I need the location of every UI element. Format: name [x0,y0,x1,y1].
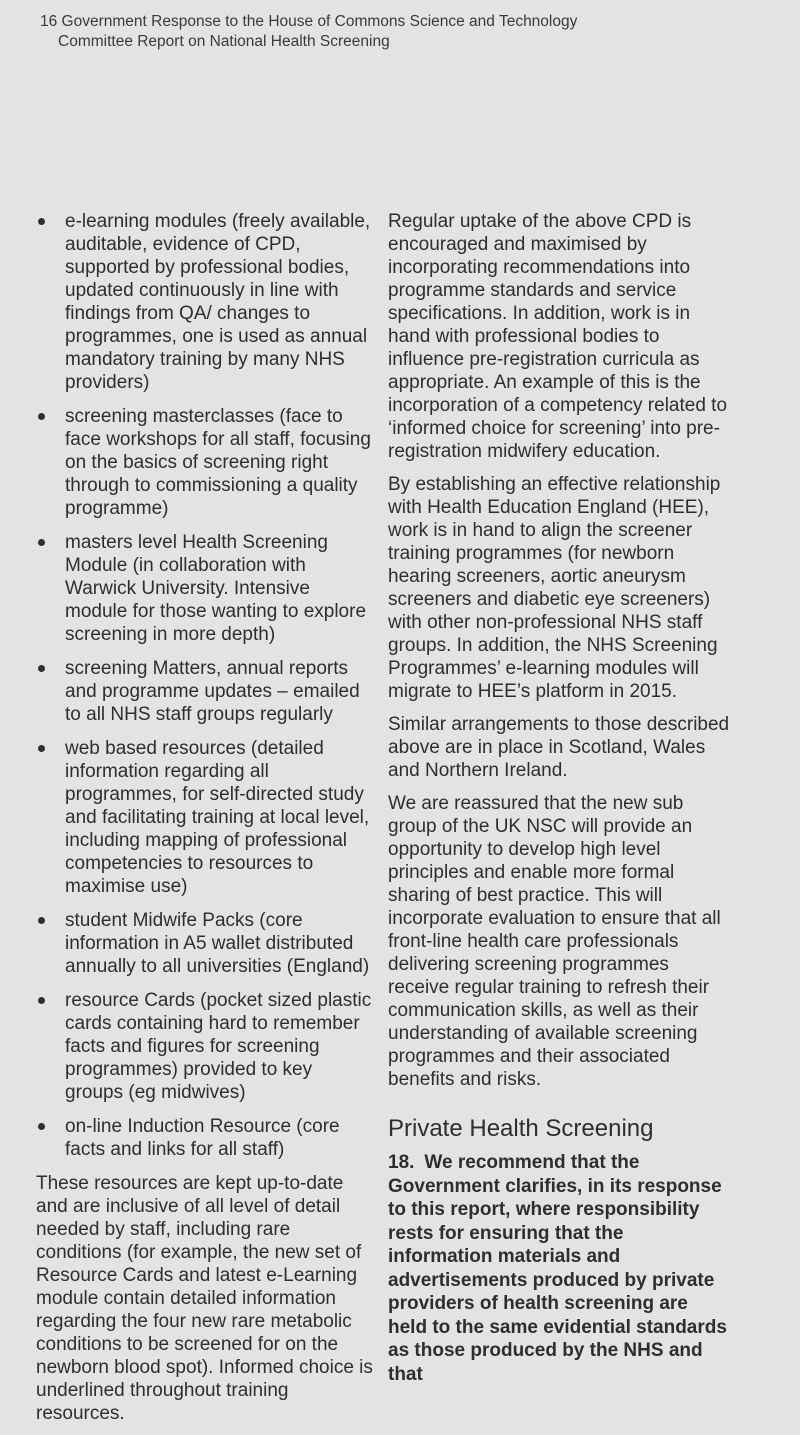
bullet-icon [38,665,45,672]
header-line-2: Committee Report on National Health Screening [58,33,390,50]
list-item: on-line Induction Resource (core facts and links for all staff) [36,1115,374,1161]
list-item: e-learning modules (freely available, auditable, evidence of CPD, supported by professional bodies, updated continuously in line with findings from QA/ changes to programmes, one is used as annual mandatory training by many NHS providers) [36,210,374,394]
bullet-icon [38,539,45,546]
list-item: screening Matters, annual reports and programme updates – emailed to all NHS staff groups regularly [36,657,374,726]
paragraph-similar-arrangements: Similar arrangements to those described above are in place in Scotland, Wales and Northern Ireland. [388,714,730,781]
bullet-icon [38,997,45,1004]
list-item: resource Cards (pocket sized plastic cards containing hard to remember facts and figures for screening programmes) provided to key groups (eg midwives) [36,989,374,1104]
list-item: screening masterclasses (face to face workshops for all staff, focusing on the basics of screening right through to commissioning a quality programme) [36,405,374,520]
paragraph-sub-group: We are reassured that the new sub group of the UK NSC will provide an opportunity to develop high level principles and enable more formal sharing of best practice. This will incorporate evaluation to ensure that all front-line health care professionals delivering screening programmes receive regular training to refresh their communication skills, as well as their understanding of available screening programmes and their associated benefits and risks. [388,793,721,1090]
section-heading: Private Health Screening [388,1115,654,1142]
list-item: student Midwife Packs (core information in A5 wallet distributed annually to all universities (England) [36,909,374,978]
recommendation-18 [388,1151,730,1386]
left-column [36,210,374,1435]
bullet-icon [38,413,45,420]
paragraph-cpd-uptake: Regular uptake of the above CPD is encouraged and maximised by incorporating recommendations into programme standards and service specifications. In addition, work is in hand with professional bodies to influence pre-registration curricula as appropriate. An example of this is the incorporation of a competency related to ‘informed choice for screening’ into pre-registration midwifery education. [388,211,728,462]
closing-paragraph: These resources are kept up-to-date and are inclusive of all level of detail needed by staff, including rare conditions (for example, the new set of Resource Cards and latest e-Learning module contain detailed information regarding the four new rare metabolic conditions to be screened for on the newborn blood spot). Informed choice is underlined throughout training resources. [36,1173,373,1424]
bullet-icon [38,917,45,924]
list-item: masters level Health Screening Module (in collaboration with Warwick University. Intensive module for those wanting to explore screening in more depth) [36,531,374,646]
running-header [40,12,780,52]
right-column [388,210,730,1396]
bullet-icon [38,1123,45,1130]
bullet-icon [38,218,45,225]
header-line-1: 16 Government Response to the House of Commons Science and Technology [40,13,578,30]
list-item: web based resources (detailed information regarding all programmes, for self-directed study and facilitating training at local level, including mapping of professional competencies to resources to maximise use) [36,737,374,898]
recommendation-text: We recommend that the Government clarifies, in its response to this report, where responsibility rests for ensuring that the information materials and advertisements produced by private providers of health screening are held to the same evidential standards as those produced by the NHS and that [388,1152,727,1385]
bullet-icon [38,745,45,752]
recommendation-number: 18. [388,1152,415,1173]
paragraph-hee-relationship: By establishing an effective relationship with Health Education England (HEE), work is in hand to align the screener training programmes (for newborn hearing screeners, aortic aneurysm screeners and diabetic eye screeners) with other non-professional NHS staff groups. In addition, the NHS Screening Programmes’ e-learning modules will migrate to HEE’s platform in 2015. [388,474,721,702]
training-resources-list [36,210,374,1161]
